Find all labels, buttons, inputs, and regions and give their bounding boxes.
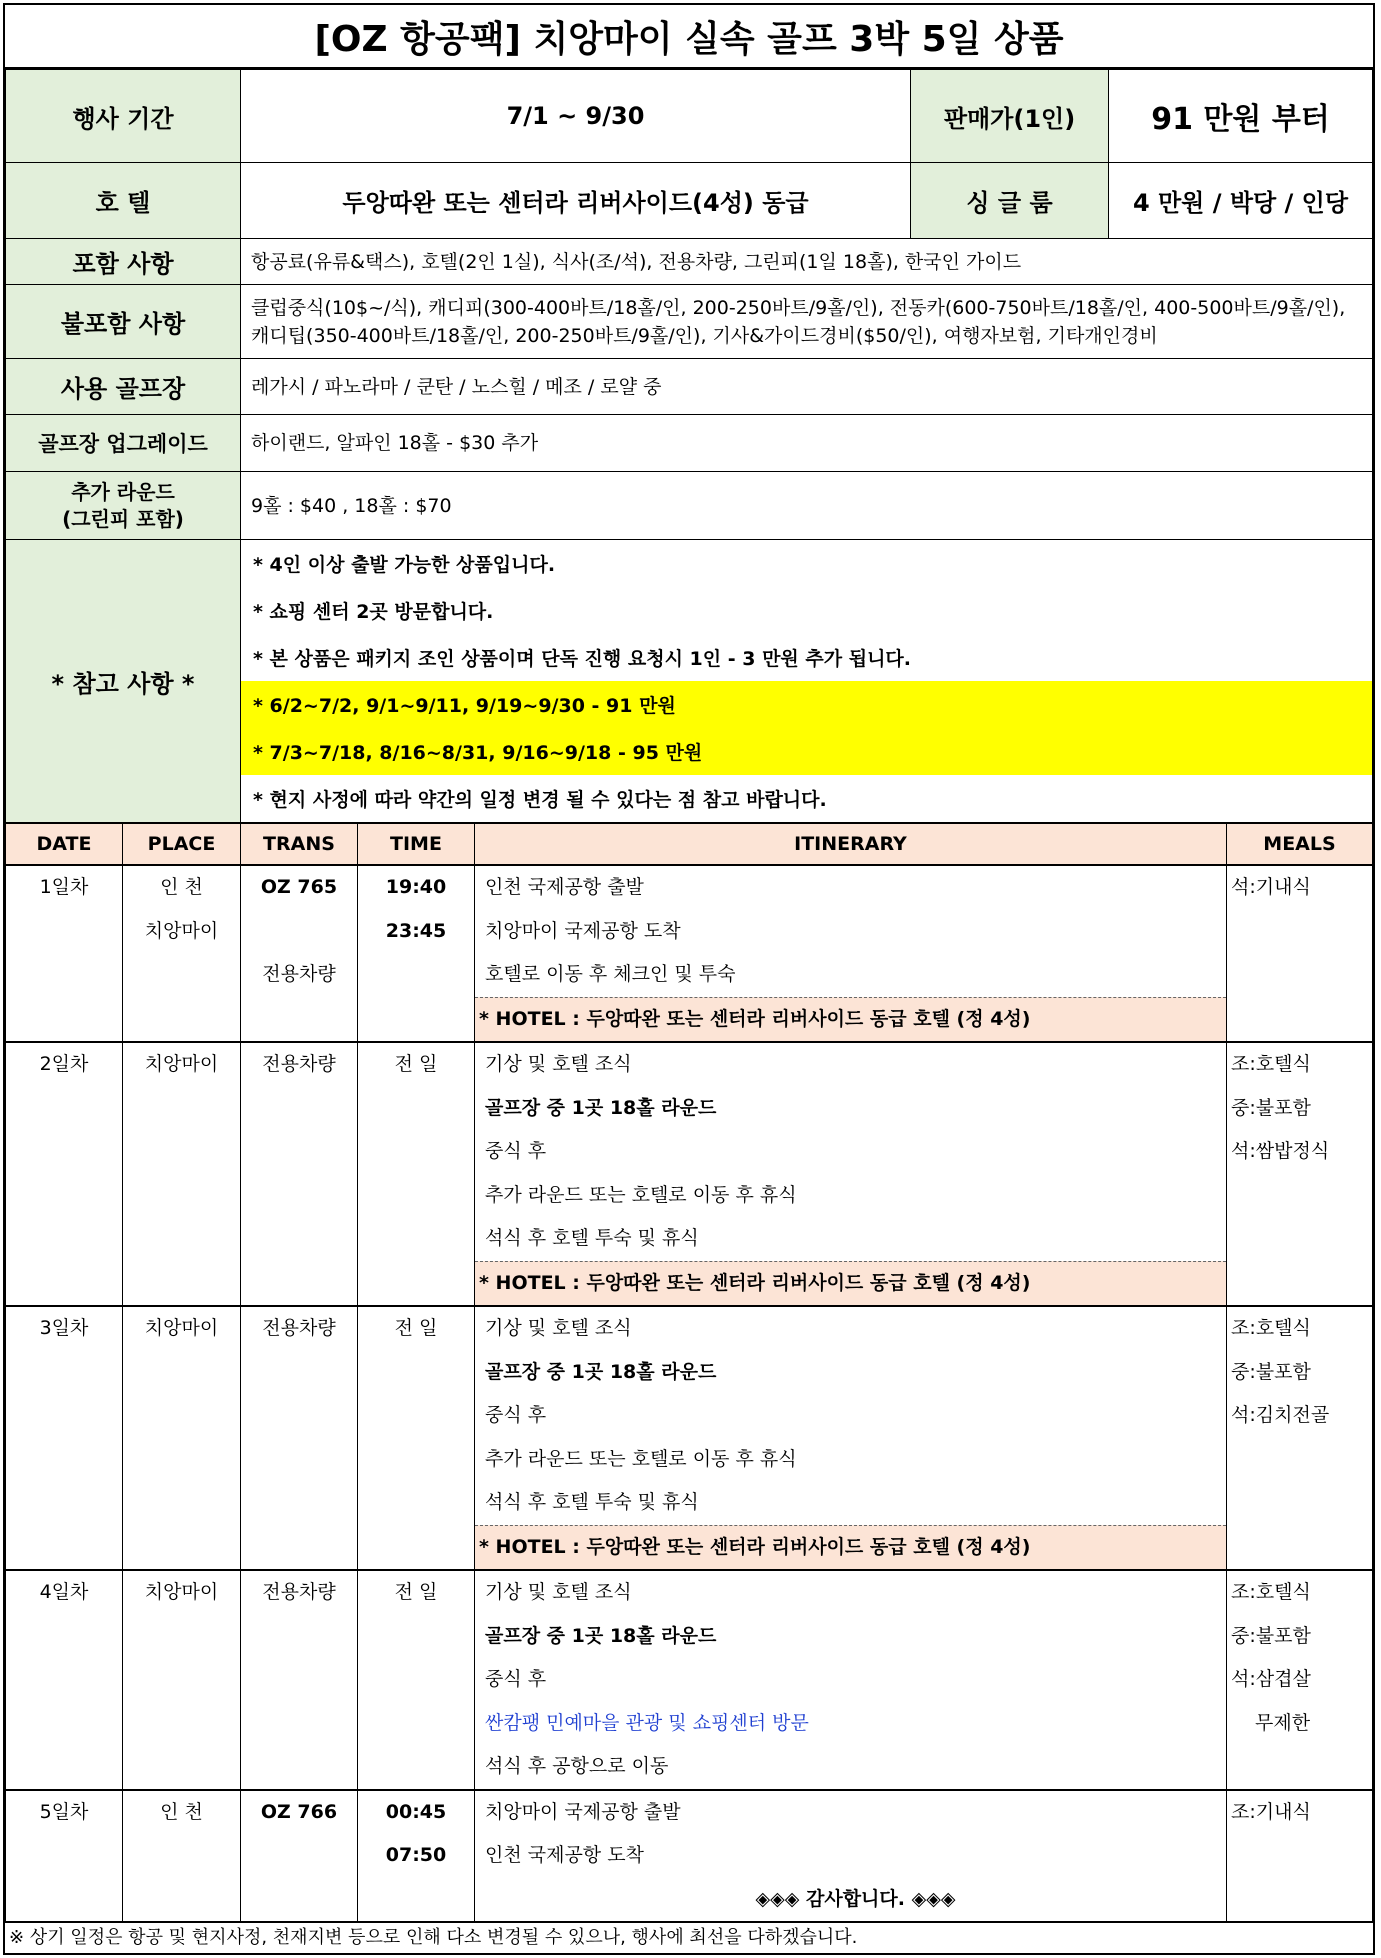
day-2-itinerary (475, 1042, 1227, 1306)
itinerary-item: 치앙마이 국제공항 출발 (485, 1800, 681, 1823)
day-3-trans: 전용차량 (241, 1306, 358, 1570)
notes-cell (241, 540, 1373, 823)
hotel-value: 두앙따완 또는 센터라 리버사이드(4성) 동급 (241, 163, 911, 239)
hotel-line: * HOTEL : 두앙따완 또는 센터라 리버사이드 동급 호텔 (정 4성) (475, 997, 1226, 1042)
itinerary-table (5, 823, 1373, 1921)
itinerary-item: 기상 및 호텔 조식 (485, 1317, 632, 1339)
itinerary-item: 추가 라운드 또는 호텔로 이동 후 휴식 (485, 1183, 797, 1206)
upgrade-label: 골프장 업그레이드 (6, 415, 241, 472)
meal-item: 석:삼겹살 (1231, 1668, 1311, 1690)
meal-item: 조:호텔식 (1231, 1317, 1311, 1339)
extra-round-value: 9홀 : $40 , 18홀 : $70 (241, 472, 1373, 540)
day-2-meals (1227, 1042, 1373, 1306)
day-1-trans: OZ 765 전용차량 (241, 865, 358, 1042)
note-item: * 본 상품은 패키지 조인 상품이며 단독 진행 요청시 1인 - 3 만원 추가 됩니다. (253, 648, 911, 670)
itinerary-item: 인천 국제공항 도착 (485, 1844, 644, 1866)
notes-list (241, 540, 1372, 822)
itinerary-item: 중식 후 (485, 1668, 547, 1690)
single-room-value: 4 만원 / 박당 / 인당 (1109, 163, 1373, 239)
meal-item: 석:쌈밥정식 (1231, 1140, 1330, 1162)
meal-item: 석:기내식 (1231, 876, 1311, 898)
golf-course-label: 사용 골프장 (6, 359, 241, 415)
day-1-row (6, 865, 1373, 1042)
itinerary-item: 추가 라운드 또는 호텔로 이동 후 휴식 (485, 1447, 797, 1470)
include-label: 포함 사항 (6, 239, 241, 285)
day-1-date: 1일차 (6, 865, 123, 1042)
itinerary-item: 중식 후 (485, 1404, 547, 1426)
day-3-date: 3일차 (6, 1306, 123, 1570)
itinerary-header-row (6, 824, 1373, 866)
itinerary-item: 인천 국제공항 출발 (485, 876, 644, 898)
day-5-meals (1227, 1790, 1373, 1922)
day-4-itinerary (475, 1570, 1227, 1790)
day-4-trans: 전용차량 (241, 1570, 358, 1790)
golf-course-value: 레가시 / 파노라마 / 쿤탄 / 노스힐 / 메조 / 로얄 중 (241, 359, 1373, 415)
thanks-message: ◈◈◈ 감사합니다. ◈◈◈ (755, 1887, 956, 1910)
day-3-place: 치앙마이 (123, 1306, 241, 1570)
itinerary-item: 골프장 중 1곳 18홀 라운드 (485, 1624, 717, 1647)
meal-item: 석:김치전골 (1231, 1404, 1330, 1426)
note-item: * 쇼핑 센터 2곳 방문합니다. (253, 601, 494, 623)
itinerary-item: 석식 후 호텔 투숙 및 휴식 (485, 1227, 699, 1249)
footer-note: ※ 상기 일정은 항공 및 현지사정, 천재지변 등으로 인해 다소 변경될 수 있으나, 행사에 최선을 다하겠습니다. (5, 1921, 1373, 1953)
day-2-trans: 전용차량 (241, 1042, 358, 1306)
day-1-itinerary (475, 865, 1227, 1042)
meal-item: 조:호텔식 (1231, 1053, 1311, 1075)
hotel-line: * HOTEL : 두앙따완 또는 센터라 리버사이드 동급 호텔 (정 4성) (475, 1261, 1226, 1306)
col-header-trans: TRANS (241, 824, 358, 866)
itinerary-item: 치앙마이 국제공항 도착 (485, 919, 681, 942)
day-5-place: 인 천 (123, 1790, 241, 1922)
itinerary-item: 호텔로 이동 후 체크인 및 투숙 (485, 963, 736, 985)
day-4-time: 전 일 (358, 1570, 475, 1790)
period-label: 행사 기간 (6, 70, 241, 163)
exclude-label: 불포함 사항 (6, 285, 241, 359)
period-value: 7/1 ~ 9/30 (241, 70, 911, 163)
day-5-trans: OZ 766 (241, 1790, 358, 1922)
upgrade-value: 하이랜드, 알파인 18홀 - $30 추가 (241, 415, 1373, 472)
day-2-row (6, 1042, 1373, 1306)
day-2-time: 전 일 (358, 1042, 475, 1306)
day-5-time: 00:45 07:50 (358, 1790, 475, 1922)
note-item: * 4인 이상 출발 가능한 상품입니다. (253, 554, 556, 576)
day-4-place: 치앙마이 (123, 1570, 241, 1790)
day-4-meals (1227, 1570, 1373, 1790)
notes-label: * 참고 사항 * (6, 540, 241, 823)
day-2-date: 2일차 (6, 1042, 123, 1306)
itinerary-item: 중식 후 (485, 1140, 547, 1162)
day-4-date: 4일차 (6, 1570, 123, 1790)
col-header-date: DATE (6, 824, 123, 866)
itinerary-item: 석식 후 공항으로 이동 (485, 1755, 669, 1777)
note-item: * 현지 사정에 따라 약간의 일정 변경 될 수 있다는 점 참고 바랍니다. (253, 789, 827, 811)
col-header-itinerary: ITINERARY (475, 824, 1227, 866)
extra-round-label (6, 472, 241, 540)
extra-round-label-line1: 추가 라운드 (71, 479, 175, 504)
col-header-place: PLACE (123, 824, 241, 866)
note-item-highlight: * 7/3~7/18, 8/16~8/31, 9/16~9/18 - 95 만원 (241, 728, 1372, 775)
hotel-line: * HOTEL : 두앙따완 또는 센터라 리버사이드 동급 호텔 (정 4성) (475, 1525, 1226, 1570)
meal-item: 조:기내식 (1231, 1800, 1311, 1823)
itinerary-item-highlight: 싼캄팽 민예마을 관광 및 쇼핑센터 방문 (485, 1711, 809, 1734)
itinerary-sheet (3, 3, 1375, 1955)
day-5-row (6, 1790, 1373, 1922)
meal-item: 중:불포함 (1231, 1624, 1311, 1647)
page-title: [OZ 항공팩] 치앙마이 실속 골프 3박 5일 상품 (5, 5, 1373, 69)
day-5-date: 5일차 (6, 1790, 123, 1922)
hotel-label: 호 텔 (6, 163, 241, 239)
day-3-row (6, 1306, 1373, 1570)
meal-item: 무제한 (1255, 1711, 1311, 1734)
day-3-meals (1227, 1306, 1373, 1570)
meal-item: 중:불포함 (1231, 1096, 1311, 1119)
price-label: 판매가(1인) (911, 70, 1109, 163)
note-item-highlight: * 6/2~7/2, 9/1~9/11, 9/19~9/30 - 91 만원 (241, 681, 1372, 728)
itinerary-item: 석식 후 호텔 투숙 및 휴식 (485, 1491, 699, 1513)
meal-item: 중:불포함 (1231, 1360, 1311, 1383)
extra-round-label-line2: (그린피 포함) (62, 506, 184, 531)
itinerary-item: 골프장 중 1곳 18홀 라운드 (485, 1360, 717, 1383)
day-2-place: 치앙마이 (123, 1042, 241, 1306)
itinerary-item: 기상 및 호텔 조식 (485, 1053, 632, 1075)
exclude-line-2: 캐디팁(350-400바트/18홀/인, 200-250바트/9홀/인), 기사&가이드경비($50/인), 여행자보험, 기타개인경비 (251, 324, 1158, 347)
itinerary-item: 기상 및 호텔 조식 (485, 1581, 632, 1603)
day-4-row (6, 1570, 1373, 1790)
day-5-itinerary (475, 1790, 1227, 1922)
single-room-label: 싱 글 룸 (911, 163, 1109, 239)
exclude-line-1: 클럽중식(10$~/식), 캐디피(300-400바트/18홀/인, 200-250바트/9홀/인), 전동카(600-750바트/18홀/인, 400-500바트/9홀/인), (251, 296, 1346, 319)
info-table (5, 69, 1373, 823)
col-header-time: TIME (358, 824, 475, 866)
day-1-place: 인 천 치앙마이 (123, 865, 241, 1042)
itinerary-item: 골프장 중 1곳 18홀 라운드 (485, 1096, 717, 1119)
day-3-itinerary (475, 1306, 1227, 1570)
meal-item: 조:호텔식 (1231, 1581, 1311, 1603)
day-3-time: 전 일 (358, 1306, 475, 1570)
col-header-meals: MEALS (1227, 824, 1373, 866)
day-1-time: 19:40 23:45 (358, 865, 475, 1042)
exclude-value (241, 285, 1373, 359)
price-value: 91 만원 부터 (1109, 70, 1373, 163)
include-value: 항공료(유류&택스), 호텔(2인 1실), 식사(조/석), 전용차량, 그린피(1일 18홀), 한국인 가이드 (241, 239, 1373, 285)
day-1-meals (1227, 865, 1373, 1042)
